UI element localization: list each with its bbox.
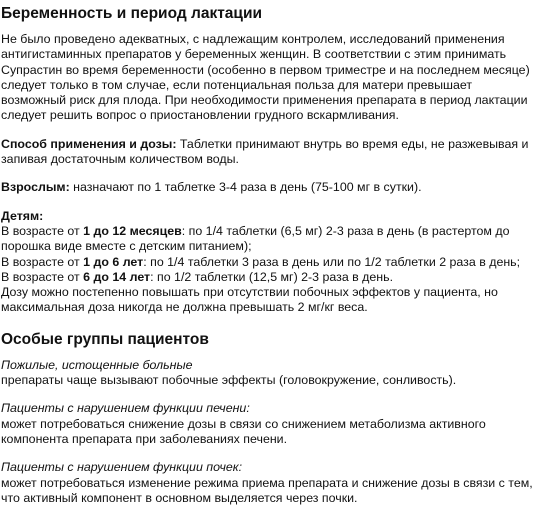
children-row-1-cont: порошка виде вместе с детским питанием); — [1, 239, 252, 254]
group-heading-text: Пожилые, истощенные больные — [1, 357, 193, 372]
children-row-3 — [1, 270, 473, 285]
group-line: компонента препарата при заболеваниях печени. — [1, 431, 288, 446]
adults-text: назначают по 1 таблетке 3-4 раза в день (75-100 мг в сутки). — [69, 180, 422, 195]
dosage-line: запивая достаточным количеством воды. — [1, 152, 239, 167]
dosage-line — [1, 136, 529, 152]
group-elderly — [1, 358, 473, 389]
group-heading — [1, 401, 473, 416]
group-heading — [1, 358, 473, 373]
group-liver — [1, 401, 486, 447]
children-paragraph — [1, 208, 521, 316]
adults-line — [1, 180, 473, 195]
dosage-label: Способ применения и дозы: — [1, 136, 177, 151]
group-line: может потребоваться изменение режима приема препарата и снижение дозы в связи с тем, — [1, 475, 533, 490]
document-body — [1, 0, 533, 506]
age-range: 1 до 6 лет — [83, 254, 144, 269]
spacer — [1, 124, 473, 137]
group-heading-text: Пациенты с нарушением функции почек: — [1, 460, 243, 475]
children-note-line: Дозу можно постепенно повышать при отсутствии побочных эффектов у пациента, но — [1, 285, 498, 300]
spacer — [1, 24, 473, 32]
group-line: что активный компонент в основном выделяется через почки. — [1, 490, 358, 505]
paragraph-line: следует решить вопрос о приостановлении грудного вскармливания. — [1, 108, 399, 123]
section-title-special-groups: Особые группы пациентов — [1, 330, 209, 348]
row-text: В возрасте от — [1, 254, 84, 269]
paragraph-line: антигистаминных препаратов у беременных женщин. В соответствии с этим принимать — [1, 47, 507, 62]
dosage-paragraph — [1, 136, 529, 168]
adults-label: Взрослым: — [1, 180, 70, 195]
group-line: может потребоваться снижение дозы в связи со снижением метаболизма активного — [1, 416, 486, 431]
children-row-1 — [1, 223, 510, 239]
row-text: : по 1/4 таблетки (6,5 мг) 2-3 раза в день (в растертом до — [181, 223, 510, 238]
row-text: В возрасте от — [1, 269, 84, 284]
group-line: препараты чаще вызывают побочные эффекты (головокружение, сонливость). — [1, 373, 457, 388]
children-label-line — [1, 209, 473, 224]
paragraph-line: следует только в том случае, если потенциальная польза для матери превышает — [1, 77, 472, 92]
pregnancy-paragraph — [1, 32, 530, 124]
age-range: 6 до 14 лет — [83, 269, 151, 284]
paragraph-line: Супрастин во время беременности (особенно в первом триместре и на последнем месяце) — [1, 62, 530, 77]
spacer — [1, 196, 473, 209]
spacer — [1, 447, 473, 460]
row-text: : по 1/2 таблетки (12,5 мг) 2-3 раза в день. — [150, 269, 394, 284]
spacer — [1, 388, 473, 401]
row-text: : по 1/4 таблетки 3 раза в день или по 1/2 таблетки 2 раза в день; — [143, 254, 521, 269]
group-kidney — [1, 460, 533, 506]
spacer — [1, 167, 473, 180]
group-heading-text: Пациенты с нарушением функции печени: — [1, 401, 250, 416]
age-range: 1 до 12 месяцев — [83, 223, 182, 238]
paragraph-line: возможный риск для плода. При необходимости применения препарата в период лактации — [1, 93, 528, 108]
row-text: В возрасте от — [1, 223, 84, 238]
dosage-text: Таблетки принимают внутрь во время еды, не разжевывая и — [176, 136, 529, 151]
spacer — [1, 350, 473, 358]
children-row-2 — [1, 254, 521, 270]
paragraph-line: Не было проведено адекватных, с надлежащим контролем, исследований применения — [1, 32, 505, 46]
children-note-line: максимальная доза никогда не должна превышать 2 мг/кг веса. — [1, 300, 368, 315]
children-label: Детям: — [1, 208, 44, 223]
section-title-pregnancy: Беременность и период лактации — [1, 5, 263, 22]
group-heading — [1, 460, 473, 475]
spacer — [1, 316, 473, 330]
